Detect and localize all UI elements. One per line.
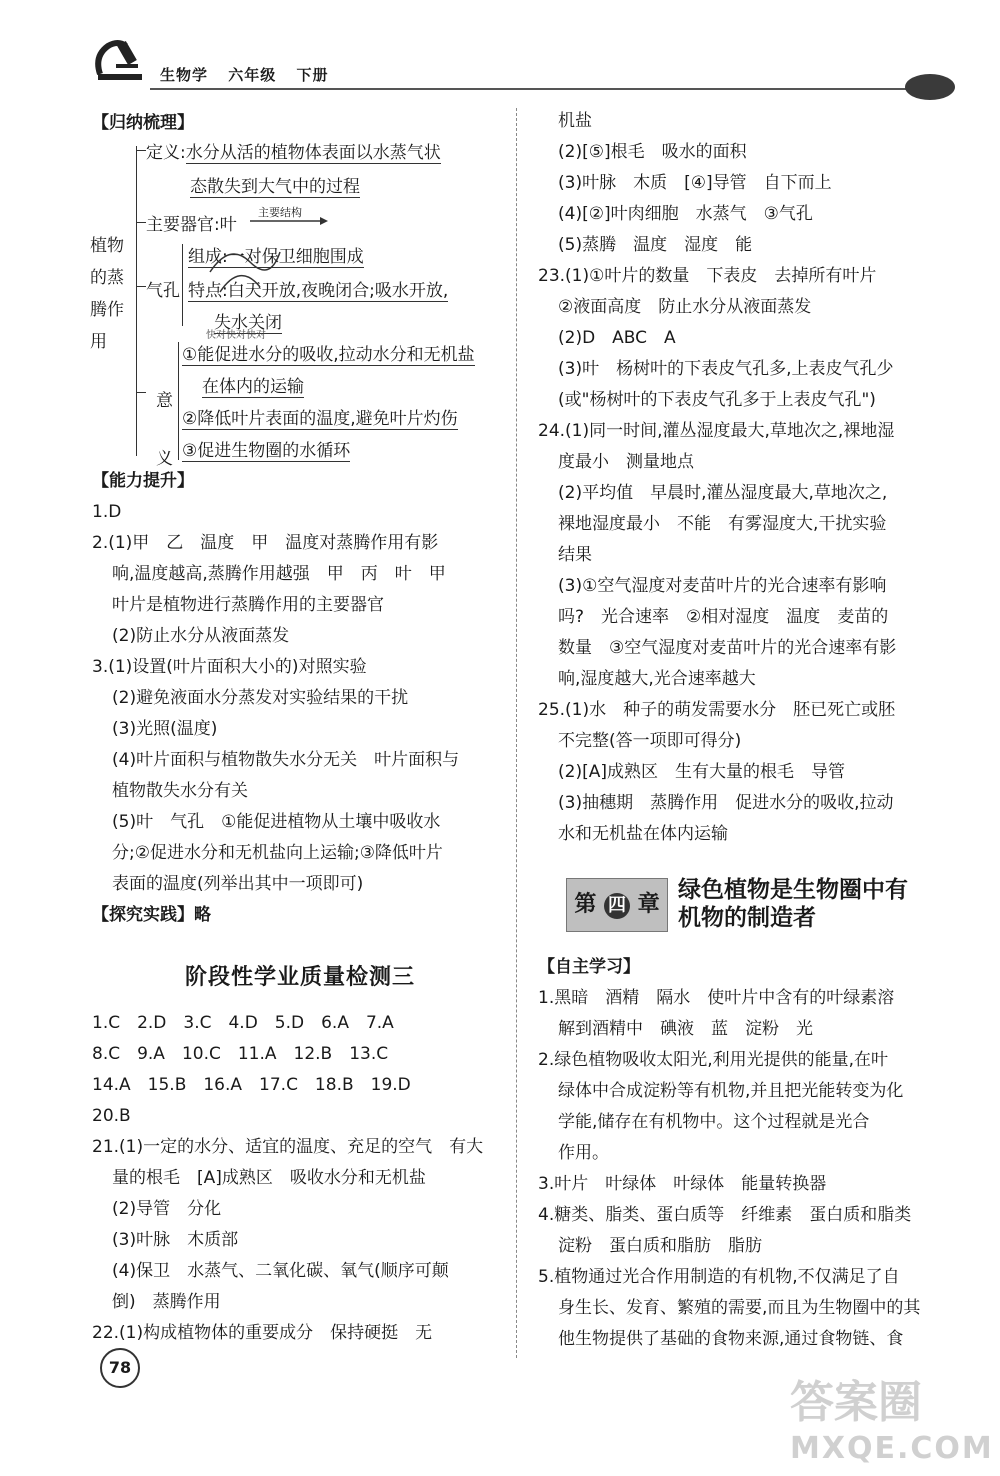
map-stoma-composition: 组成:一对保卫细胞围成 (188, 247, 364, 267)
answer-line: (3)叶 杨树叶的下表皮气孔多,上表皮气孔少 (558, 359, 894, 379)
map-definition-2: 态散失到大气中的过程 (190, 172, 360, 198)
arrow-right-icon (250, 216, 328, 226)
map-root: 植物 的蒸 腾作 用 (90, 236, 124, 352)
map-definition: 定义:水分从活的植物体表面以水蒸气状 (146, 143, 441, 163)
answer-line: 植物散失水分有关 (112, 781, 248, 801)
answer-line: 3.叶片 叶绿体 叶绿体 能量转换器 (538, 1174, 827, 1194)
answer-line: (4)叶片面积与植物散失水分无关 叶片面积与 (112, 750, 460, 770)
section-title-ability: 【能力提升】 (92, 471, 194, 491)
answer-line: (2)导管 分化 (112, 1199, 222, 1219)
answer-line: 裸地湿度最小 不能 有雾湿度大,干扰实验 (558, 514, 887, 534)
answer-line: 不完整(答一项即可得分) (558, 731, 742, 751)
answer-line: 2.(1)甲 乙 温度 甲 温度对蒸腾作用有影 (92, 533, 439, 553)
test-title: 阶段性学业质量检测三 (184, 965, 415, 990)
page-header (0, 0, 1000, 100)
mc-answers-row: 14.A 15.B 16.A 17.C 18.B 19.D (92, 1075, 411, 1095)
answer-line: 响,湿度越大,光合速率越大 (558, 669, 756, 689)
answer-line: (2)[⑤]根毛 吸水的面积 (558, 142, 747, 162)
chapter-banner (566, 876, 956, 936)
answer-line: 22.(1)构成植物体的重要成分 保持硬挺 无 (92, 1323, 433, 1343)
answer-line: 分;②促进水分和无机盐向上运输;③降低叶片 (112, 843, 443, 863)
chapter-label: 第 四 章 (566, 878, 668, 932)
microscope-logo-icon (92, 36, 148, 82)
answer-line: 解到酒精中 碘液 蓝 淀粉 光 (558, 1019, 813, 1039)
map-brace-main (136, 146, 137, 456)
mc-answers-row: 1.C 2.D 3.C 4.D 5.D 6.A 7.A (92, 1013, 394, 1033)
map-brace-meaning (178, 342, 179, 460)
answer-line: 量的根毛 [A]成熟区 吸收水分和无机盐 (112, 1168, 426, 1188)
map-meaning: 意 义 (156, 391, 173, 469)
right-answers-block-2 (538, 952, 920, 1355)
answer-line: 学能,储存在有机物中。这个过程就是光合 (558, 1112, 870, 1132)
answer-line: 结果 (558, 545, 592, 565)
map-organ: 主要器官:叶 (146, 215, 237, 235)
pen-scribble-icon (200, 232, 290, 312)
answer-line: (2)避免液面水分蒸发对实验结果的干扰 (112, 688, 409, 708)
column-divider (516, 108, 517, 1358)
answer-line: (2)[A]成熟区 生有大量的根毛 导管 (558, 762, 845, 782)
answer-line: 身生长、发育、繁殖的需要,而且为生物圈中的其 (558, 1298, 921, 1318)
answer-line: 5.植物通过光合作用制造的有机物,不仅满足了自 (538, 1267, 900, 1287)
answer-line: (3)抽穗期 蒸腾作用 促进水分的吸收,拉动 (558, 793, 894, 813)
scribble-text: 快对快对快对 (206, 330, 266, 341)
header-ornament (905, 74, 955, 100)
answer-line: (3)叶脉 木质 [④]导管 自下而上 (558, 173, 832, 193)
header-volume: 下册 (296, 66, 329, 84)
answer-line: 水和无机盐在体内运输 (558, 824, 728, 844)
answer-line: 21.(1)一定的水分、适宜的温度、充足的空气 有大 (92, 1137, 484, 1157)
map-meaning-3: ③促进生物圈的水循环 (182, 441, 351, 461)
header-title (160, 64, 343, 85)
header-grade: 六年级 (228, 66, 277, 84)
chapter-number: 四 (604, 893, 630, 919)
answer-line: 吗? 光合速率 ②相对湿度 温度 麦苗的 (558, 607, 889, 627)
map-brace-stoma (182, 244, 183, 326)
answer-line: 24.(1)同一时间,灌丛湿度最大,草地次之,裸地湿 (538, 421, 895, 441)
answer-line: 叶片是植物进行蒸腾作用的主要器官 (112, 595, 384, 615)
map-stoma-feature-2: 失水关闭 (214, 308, 282, 334)
answer-line: 机盐 (558, 111, 592, 131)
answer-line: 3.(1)设置(叶片面积大小的)对照实验 (92, 657, 367, 677)
map-stoma-feature: 特点:白天开放,夜晚闭合;吸水开放, (188, 281, 449, 301)
answer-line: ②液面高度 防止水分从液面蒸发 (558, 297, 812, 317)
answer-line: 倒) 蒸腾作用 (112, 1292, 221, 1312)
left-answers-block-1 (92, 466, 459, 931)
right-answers-block-1 (538, 106, 896, 850)
header-subject: 生物学 (160, 66, 209, 84)
answer-line: 作用。 (558, 1143, 609, 1163)
chapter-title: 绿色植物是生物圈中有 机物的制造者 (678, 877, 908, 931)
answer-line: (2)平均值 早晨时,灌丛湿度最大,草地次之, (558, 483, 888, 503)
answer-line: 响,温度越高,蒸腾作用越强 甲 丙 叶 甲 (112, 564, 446, 584)
answer-line: (2)D ABC A (558, 328, 676, 348)
left-answers-block-2 (92, 1008, 483, 1349)
map-meaning-2: ②降低叶片表面的温度,避免叶片灼伤 (182, 409, 458, 429)
section-title-inquiry: 【探究实践】略 (92, 905, 211, 925)
answer-line: (5)叶 气孔 ①能促进植物从土壤中吸收水 (112, 812, 441, 832)
page-number: 78 (100, 1348, 140, 1388)
answer-line: (4)[②]叶肉细胞 水蒸气 ③气孔 (558, 204, 813, 224)
answer-line: 4.糖类、脂类、蛋白质等 纤维素 蛋白质和脂类 (538, 1205, 912, 1225)
section-title-self-study: 【自主学习】 (538, 957, 640, 977)
answer-line: 数量 ③空气湿度对麦苗叶片的光合速率有影 (558, 638, 897, 658)
mc-answers-row: 20.B (92, 1106, 131, 1126)
concept-map (90, 136, 510, 469)
map-meaning-1b: 在体内的运输 (202, 372, 304, 398)
answer-line: 1.D (92, 502, 122, 522)
answer-line: 23.(1)①叶片的数量 下表皮 去掉所有叶片 (538, 266, 877, 286)
answer-line: (5)蒸腾 温度 湿度 能 (558, 235, 753, 255)
answer-line: (3)①空气湿度对麦苗叶片的光合速率有影响 (558, 576, 887, 596)
answer-line: 2.绿色植物吸收太阳光,利用光提供的能量,在叶 (538, 1050, 889, 1070)
header-rule (150, 88, 920, 90)
answer-line: 表面的温度(列举出其中一项即可) (112, 874, 364, 894)
answer-line: 25.(1)水 种子的萌发需要水分 胚已死亡或胚 (538, 700, 896, 720)
answer-line: 淀粉 蛋白质和脂肪 脂肪 (558, 1236, 762, 1256)
map-organ-arrow-label: 主要结构 (258, 206, 302, 219)
answer-line: (或"杨树叶的下表皮气孔多于上表皮气孔") (558, 390, 876, 410)
answer-line: (4)保卫 水蒸气、二氧化碳、氧气(顺序可颠 (112, 1261, 449, 1281)
answer-line: 绿体中合成淀粉等有机物,并且把光能转变为化 (558, 1081, 904, 1101)
mc-answers-row: 8.C 9.A 10.C 11.A 12.B 13.C (92, 1044, 389, 1064)
answer-line: 1.黑暗 酒精 隔水 使叶片中含有的叶绿素溶 (538, 988, 895, 1008)
answer-line: 度最小 测量地点 (558, 452, 694, 472)
watermark: 答案圈 MXQE.COM (790, 1377, 994, 1466)
answer-line: (2)防止水分从液面蒸发 (112, 626, 290, 646)
answer-line: 他生物提供了基础的食物来源,通过食物链、食 (558, 1329, 904, 1349)
answer-line: (3)光照(温度) (112, 719, 218, 739)
answer-line: (3)叶脉 木质部 (112, 1230, 239, 1250)
map-stoma: 气孔 (146, 281, 180, 301)
map-meaning-1: ①能促进水分的吸收,拉动水分和无机盐 (182, 345, 475, 365)
left-section-1-title: 【归纳梳理】 (92, 113, 194, 133)
